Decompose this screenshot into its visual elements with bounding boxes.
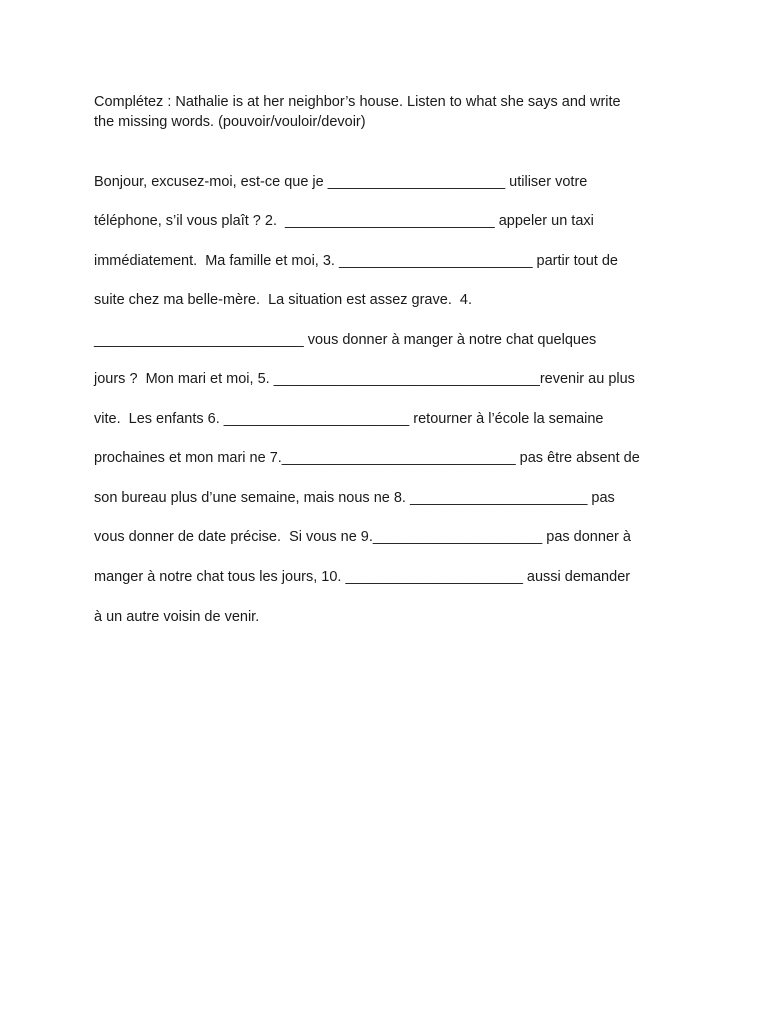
exercise-line-7: vite. Les enfants 6. _______________________ retourner à l’école la semaine — [94, 411, 604, 427]
exercise-line-11: manger à notre chat tous les jours, 10. ______________________ aussi demander — [94, 569, 631, 585]
exercise-line-1: Bonjour, excusez-moi, est-ce que je ______________________ utiliser votre — [94, 174, 588, 190]
exercise-line-6: jours ? Mon mari et moi, 5. _________________________________revenir au plus — [94, 371, 635, 387]
exercise-line-4: suite chez ma belle-mère. La situation est assez grave. 4. — [94, 292, 472, 308]
instructions — [94, 92, 694, 132]
instructions-line-1: Complétez : Nathalie is at her neighbor’s house. Listen to what she says and write — [94, 94, 621, 110]
instructions-line-2: the missing words. (pouvoir/vouloir/devoir) — [94, 114, 366, 130]
exercise-line-12: à un autre voisin de venir. — [94, 609, 260, 625]
exercise-line-8: prochaines et mon mari ne 7._____________________________ pas être absent de — [94, 450, 640, 466]
exercise-line-2: téléphone, s’il vous plaît ? 2. __________________________ appeler un taxi — [94, 213, 594, 229]
exercise-line-9: son bureau plus d’une semaine, mais nous ne 8. ______________________ pas — [94, 490, 615, 506]
exercise-line-5: __________________________ vous donner à manger à notre chat quelques — [94, 332, 597, 348]
exercise-line-3: immédiatement. Ma famille et moi, 3. ________________________ partir tout de — [94, 253, 618, 269]
exercise-line-10: vous donner de date précise. Si vous ne 9._____________________ pas donner à — [94, 529, 631, 545]
